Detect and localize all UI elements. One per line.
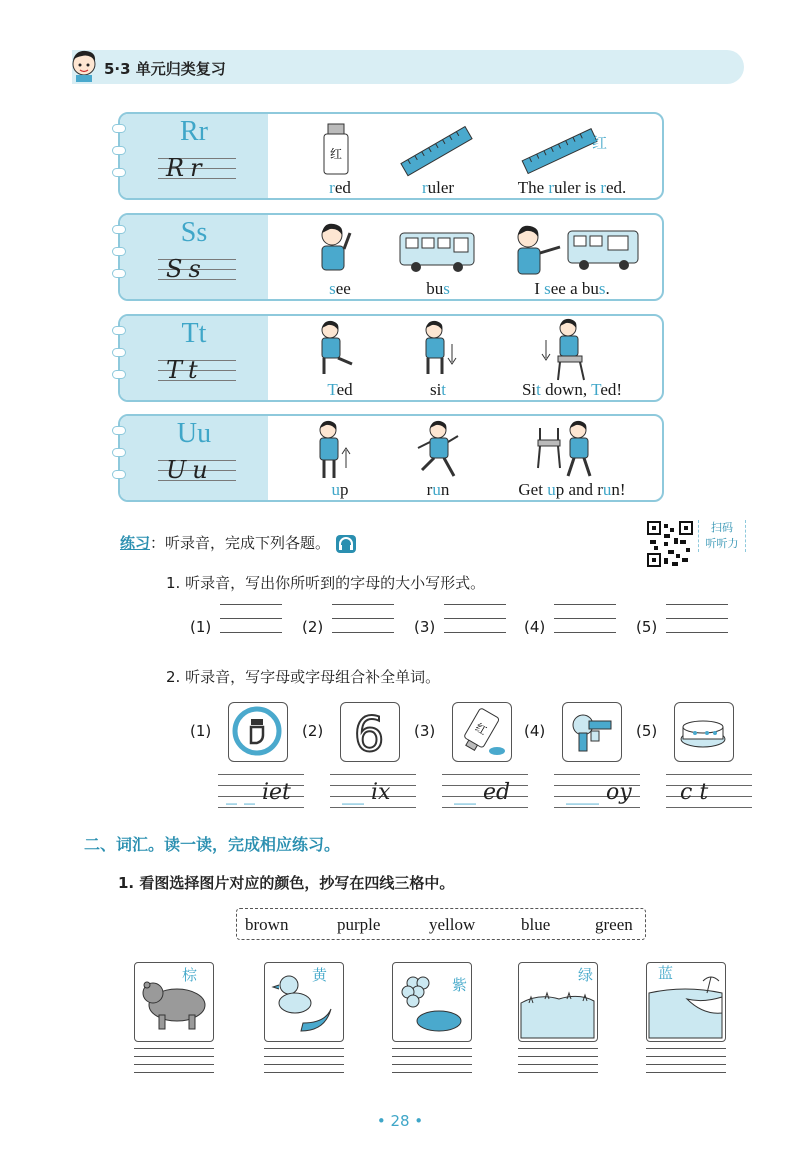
ring-binding — [112, 326, 126, 392]
question-2: 2. 听录音，写字母或字母组合补全单词。 — [166, 668, 441, 686]
word-run: run — [426, 480, 450, 499]
panel-script-letter: Uu — [166, 456, 214, 484]
practice-heading: 练习：听录音，完成下列各题。 — [120, 532, 356, 553]
svg-text:红: 红 — [472, 720, 489, 738]
q1-blank[interactable] — [444, 604, 506, 633]
word-choice: purple — [337, 915, 381, 934]
four-line-grid[interactable] — [646, 1048, 726, 1080]
sentence: Sit down, Ted! — [521, 380, 623, 399]
word-sit: sit — [429, 380, 447, 399]
q1-item-number: (4) — [524, 618, 546, 636]
q2-word: c t — [680, 780, 709, 805]
boy-sit-down-icon — [416, 318, 460, 382]
paint-tube-icon — [316, 122, 356, 178]
q1-blank[interactable] — [332, 604, 394, 633]
q1-item-number: (3) — [414, 618, 436, 636]
q2-word: ___ oy — [566, 780, 632, 805]
letter-panel-rr — [118, 112, 664, 200]
bear-icon — [134, 962, 214, 1042]
panel-letter: Tt — [181, 318, 207, 349]
q2-word: __ ix — [342, 780, 391, 805]
q1-blank[interactable] — [220, 604, 282, 633]
word-red: red — [329, 178, 351, 197]
section-2-question-1: 1. 看图选择图片对应的颜色，抄写在四线三格中。 — [118, 874, 455, 892]
boy-face-icon — [70, 48, 98, 82]
panel-script-letter: Tt — [166, 356, 204, 384]
section-2-title: 二、词汇。读一读，完成相应练习。 — [84, 835, 341, 854]
panel-script-letter: Rr — [166, 154, 208, 182]
q2-item-number: (2) — [302, 722, 324, 740]
word-choice: brown — [245, 915, 289, 934]
boy-chair-run-icon — [532, 418, 602, 482]
word-ruler: ruler — [421, 178, 455, 197]
qr-code-icon[interactable] — [646, 520, 694, 568]
six-icon — [340, 702, 400, 762]
q1-item-number: (2) — [302, 618, 324, 636]
four-line-grid[interactable] — [264, 1048, 344, 1080]
color-word-bank — [236, 908, 646, 940]
q2-writing-lines[interactable] — [666, 774, 752, 808]
chinese-color-label: 绿 — [578, 966, 594, 984]
page-number: • 28 • — [376, 1112, 424, 1130]
bus-icon — [398, 229, 478, 275]
ring-binding — [112, 124, 126, 190]
letter-panel-uu — [118, 414, 664, 502]
q2-item-number: (1) — [190, 722, 212, 740]
chinese-tag: 红 — [592, 134, 608, 152]
girl-bus-icon — [504, 219, 644, 281]
four-line-grid[interactable] — [518, 1048, 598, 1080]
toilet-icon — [228, 702, 288, 762]
chinese-color-label: 黄 — [312, 966, 328, 984]
word-choice: yellow — [429, 915, 476, 934]
duck-banana-icon — [264, 962, 344, 1042]
panel-letter: Uu — [176, 418, 212, 449]
sentence: Get up and run! — [518, 480, 626, 499]
panel-letter: Rr — [180, 116, 208, 147]
chinese-color-label: 棕 — [182, 966, 198, 984]
q1-item-number: (1) — [190, 618, 212, 636]
four-line-grid[interactable] — [392, 1048, 472, 1080]
word-choice: green — [595, 915, 633, 934]
panel-letter: Ss — [180, 217, 208, 248]
ring-binding — [112, 225, 126, 291]
word-bus: bus — [426, 279, 450, 298]
headphone-icon[interactable] — [336, 535, 356, 553]
sentence: The ruler is red. — [517, 178, 627, 197]
sentence: I see a bus. — [534, 279, 610, 298]
q2-word: __ ed — [454, 780, 511, 805]
svg-text:红: 红 — [329, 147, 343, 161]
q2-item-number: (4) — [524, 722, 546, 740]
chinese-color-label: 紫 — [452, 976, 468, 994]
girl-looking-icon — [310, 219, 358, 281]
scan-listen-label: 扫码 听听力 — [698, 520, 746, 552]
boy-stand-up-icon — [310, 418, 358, 482]
cake-icon — [674, 702, 734, 762]
boy-sitting-icon — [310, 318, 358, 382]
word-ted: Ted — [327, 380, 353, 399]
svg-text:6: 6 — [353, 707, 385, 760]
toy-gun-icon — [562, 702, 622, 762]
q2-item-number: (3) — [414, 722, 436, 740]
panel-script-letter: Ss — [166, 255, 207, 283]
ruler-icon — [398, 124, 476, 180]
chinese-color-label: 蓝 — [658, 964, 674, 982]
q1-blank[interactable] — [666, 604, 728, 633]
boy-chair-icon — [540, 318, 596, 382]
q2-item-number: (5) — [636, 722, 658, 740]
red-paint-icon — [452, 702, 512, 762]
word-see: see — [329, 279, 351, 298]
word-choice: blue — [521, 915, 551, 934]
page-title: 5·3 单元归类复习 — [104, 60, 226, 78]
boy-running-icon — [414, 418, 462, 482]
four-line-grid[interactable] — [134, 1048, 214, 1080]
q1-item-number: (5) — [636, 618, 658, 636]
ring-binding — [112, 426, 126, 492]
q2-word: _ _ iet — [226, 780, 291, 805]
word-up: up — [331, 480, 349, 499]
question-1: 1. 听录音，写出你所听到的字母的大小写形式。 — [166, 574, 486, 592]
letter-panel-tt — [118, 314, 664, 402]
q1-blank[interactable] — [554, 604, 616, 633]
letter-panel-ss — [118, 213, 664, 301]
